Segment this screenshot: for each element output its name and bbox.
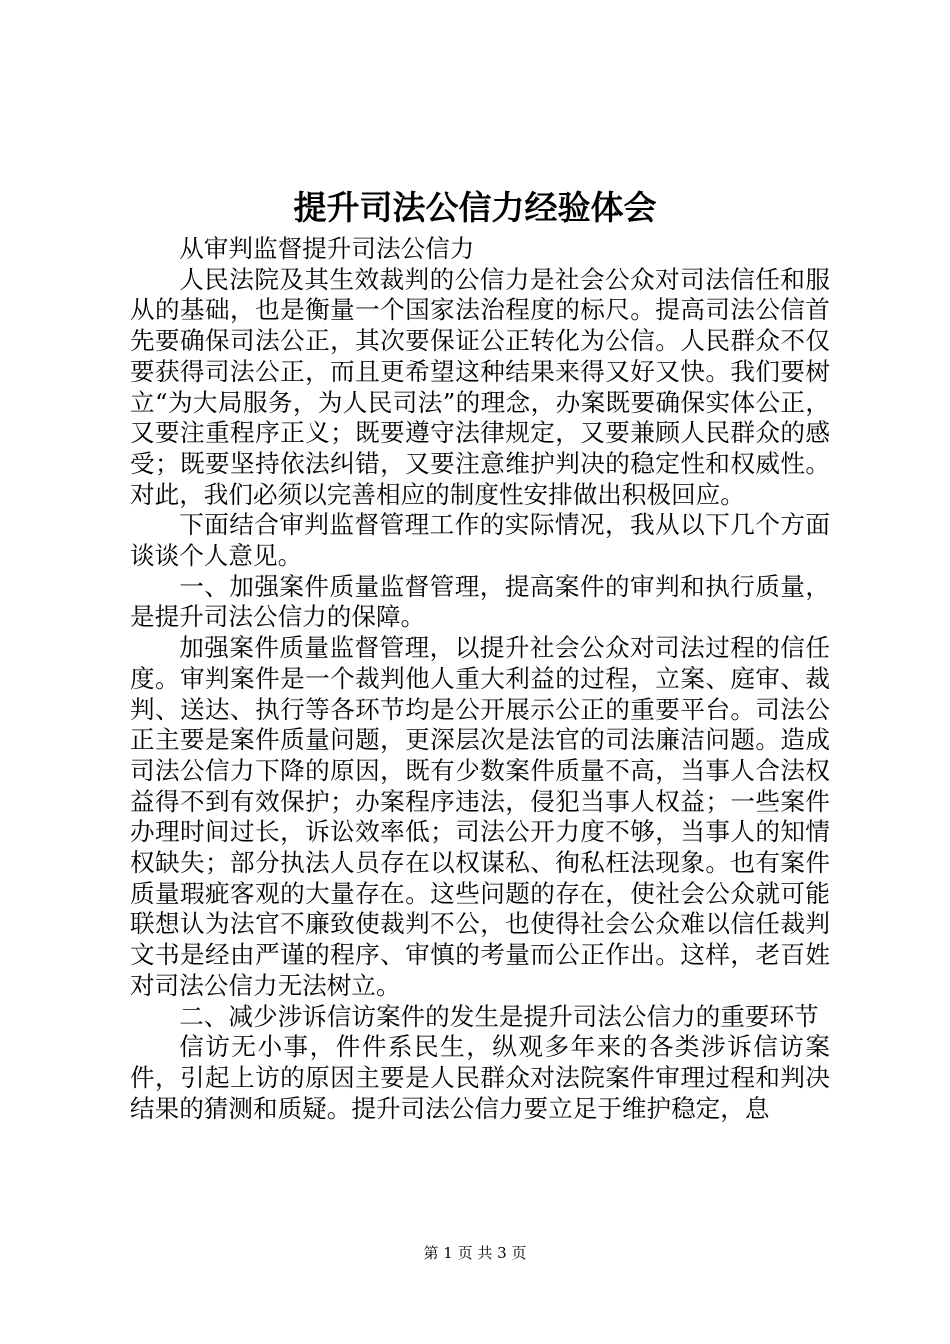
document-title: 提升司法公信力经验体会 — [293, 188, 657, 227]
section-heading-1: 一、加强案件质量监督管理，提高案件的审判和执行质量，是提升司法公信力的保障。 — [130, 571, 830, 632]
page-footer: 第 1 页 共 3 页 — [423, 1244, 527, 1262]
body-paragraph: 下面结合审判监督管理工作的实际情况，我从以下几个方面谈谈个人意见。 — [130, 510, 830, 571]
body-paragraph: 人民法院及其生效裁判的公信力是社会公众对司法信任和服从的基础，也是衡量一个国家法治程度的标尺。提高司法公信首先要确保司法公正，其次要保证公正转化为公信。人民群众不仅要获得司法公正，而且更希望这种结果来得又好又快。我们要树立“为大局服务，为人民司法”的理念，办案既要确保实体公正，又要注重程序正义；既要遵守法律规定，又要兼顾人民群众的感受；既要坚持依法纠错，又要注意维护判决的稳定性和权威性。对此，我们必须以完善相应的制度性安排做出积极回应。 — [130, 264, 830, 509]
section-heading-2: 二、减少涉诉信访案件的发生是提升司法公信力的重要环节 — [179, 1001, 819, 1031]
body-paragraph: 信访无小事，件件系民生，纵观多年来的各类涉诉信访案件，引起上访的原因主要是人民群众对法院案件审理过程和判决结果的猜测和质疑。提升司法公信力要立足于维护稳定，息 — [130, 1032, 830, 1123]
body-paragraph: 加强案件质量监督管理，以提升社会公众对司法过程的信任度。审判案件是一个裁判他人重大利益的过程，立案、庭审、裁判、送达、执行等各环节均是公开展示公正的重要平台。司法公正主要是案件质量问题，更深层次是法官的司法廉洁问题。造成司法公信力下降的原因，既有少数案件质量不高，当事人合法权益得不到有效保护；办案程序违法，侵犯当事人权益；一些案件办理时间过长，诉讼效率低；司法公开力度不够，当事人的知情权缺失；部分执法人员存在以权谋私、徇私枉法现象。也有案件质量瑕疵客观的大量存在。这些问题的存在，使社会公众就可能联想认为法官不廉致使裁判不公，也使得社会公众难以信任裁判文书是经由严谨的程序、审慎的考量而公正作出。这样，老百姓对司法公信力无法树立。 — [130, 633, 830, 1000]
document-body — [130, 234, 830, 1124]
subtitle-paragraph: 从审判监督提升司法公信力 — [179, 234, 475, 263]
